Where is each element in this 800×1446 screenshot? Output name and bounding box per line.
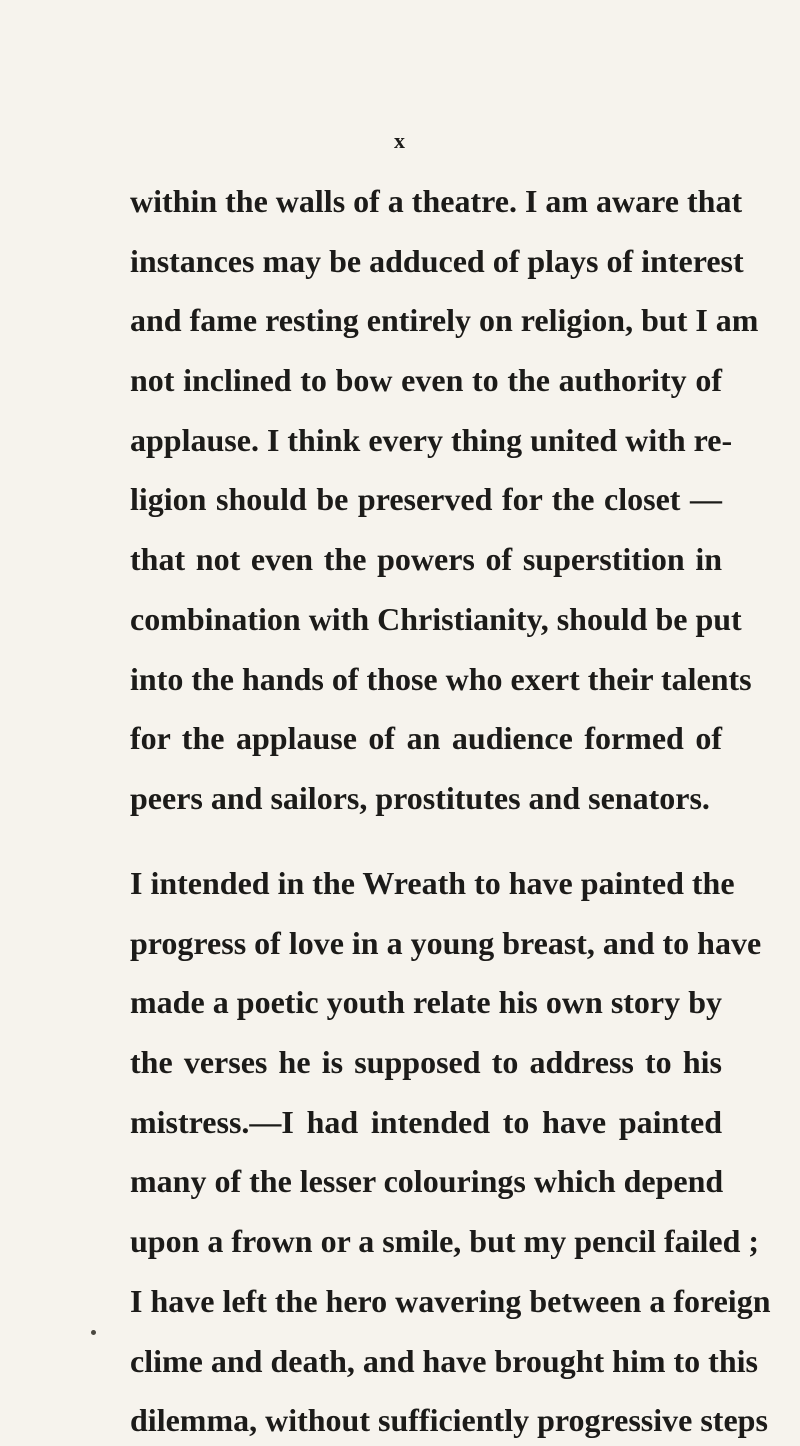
text-line: that not even the powers of superstition in [130,541,722,578]
text-line: ligion should be preserved for the closet — [130,481,722,518]
text-line: applause. I think every thing united with re- [130,421,733,458]
text-line: combination with Christianity, should be put [130,600,742,637]
text-line: and fame resting entirely on religion, but I am [130,302,759,339]
text-line: I have left the hero wavering between a foreign [130,1282,771,1319]
text-line: many of the lesser colourings which depend [130,1163,724,1200]
text-line: dilemma, without sufficiently progressive steps [130,1402,768,1439]
paragraph-2 [130,854,771,1446]
paragraph-1 [130,172,759,829]
page-number: x [394,128,406,153]
text-line: I intended in the Wreath to have painted the [130,865,735,901]
text-line: into the hands of those who exert their talents [130,660,752,697]
text-line: for the applause of an audience formed of [130,720,722,757]
text-line: instances may be adduced of plays of interest [130,242,744,279]
text-line: not inclined to bow even to the authority of [130,362,722,399]
text-line: clime and death, and have brought him to this [130,1342,758,1379]
text-line: the verses he is supposed to address to his [130,1044,722,1081]
ink-speck [91,1330,96,1335]
text-line: mistress.—I had intended to have painted [130,1103,722,1140]
text-line: within the walls of a theatre. I am aware that [130,183,743,219]
text-line: peers and sailors, prostitutes and senators. [130,779,710,816]
text-line: made a poetic youth relate his own story by [130,984,722,1021]
text-line: upon a frown or a smile, but my pencil failed ; [130,1223,760,1260]
text-line: progress of love in a young breast, and to have [130,924,762,961]
